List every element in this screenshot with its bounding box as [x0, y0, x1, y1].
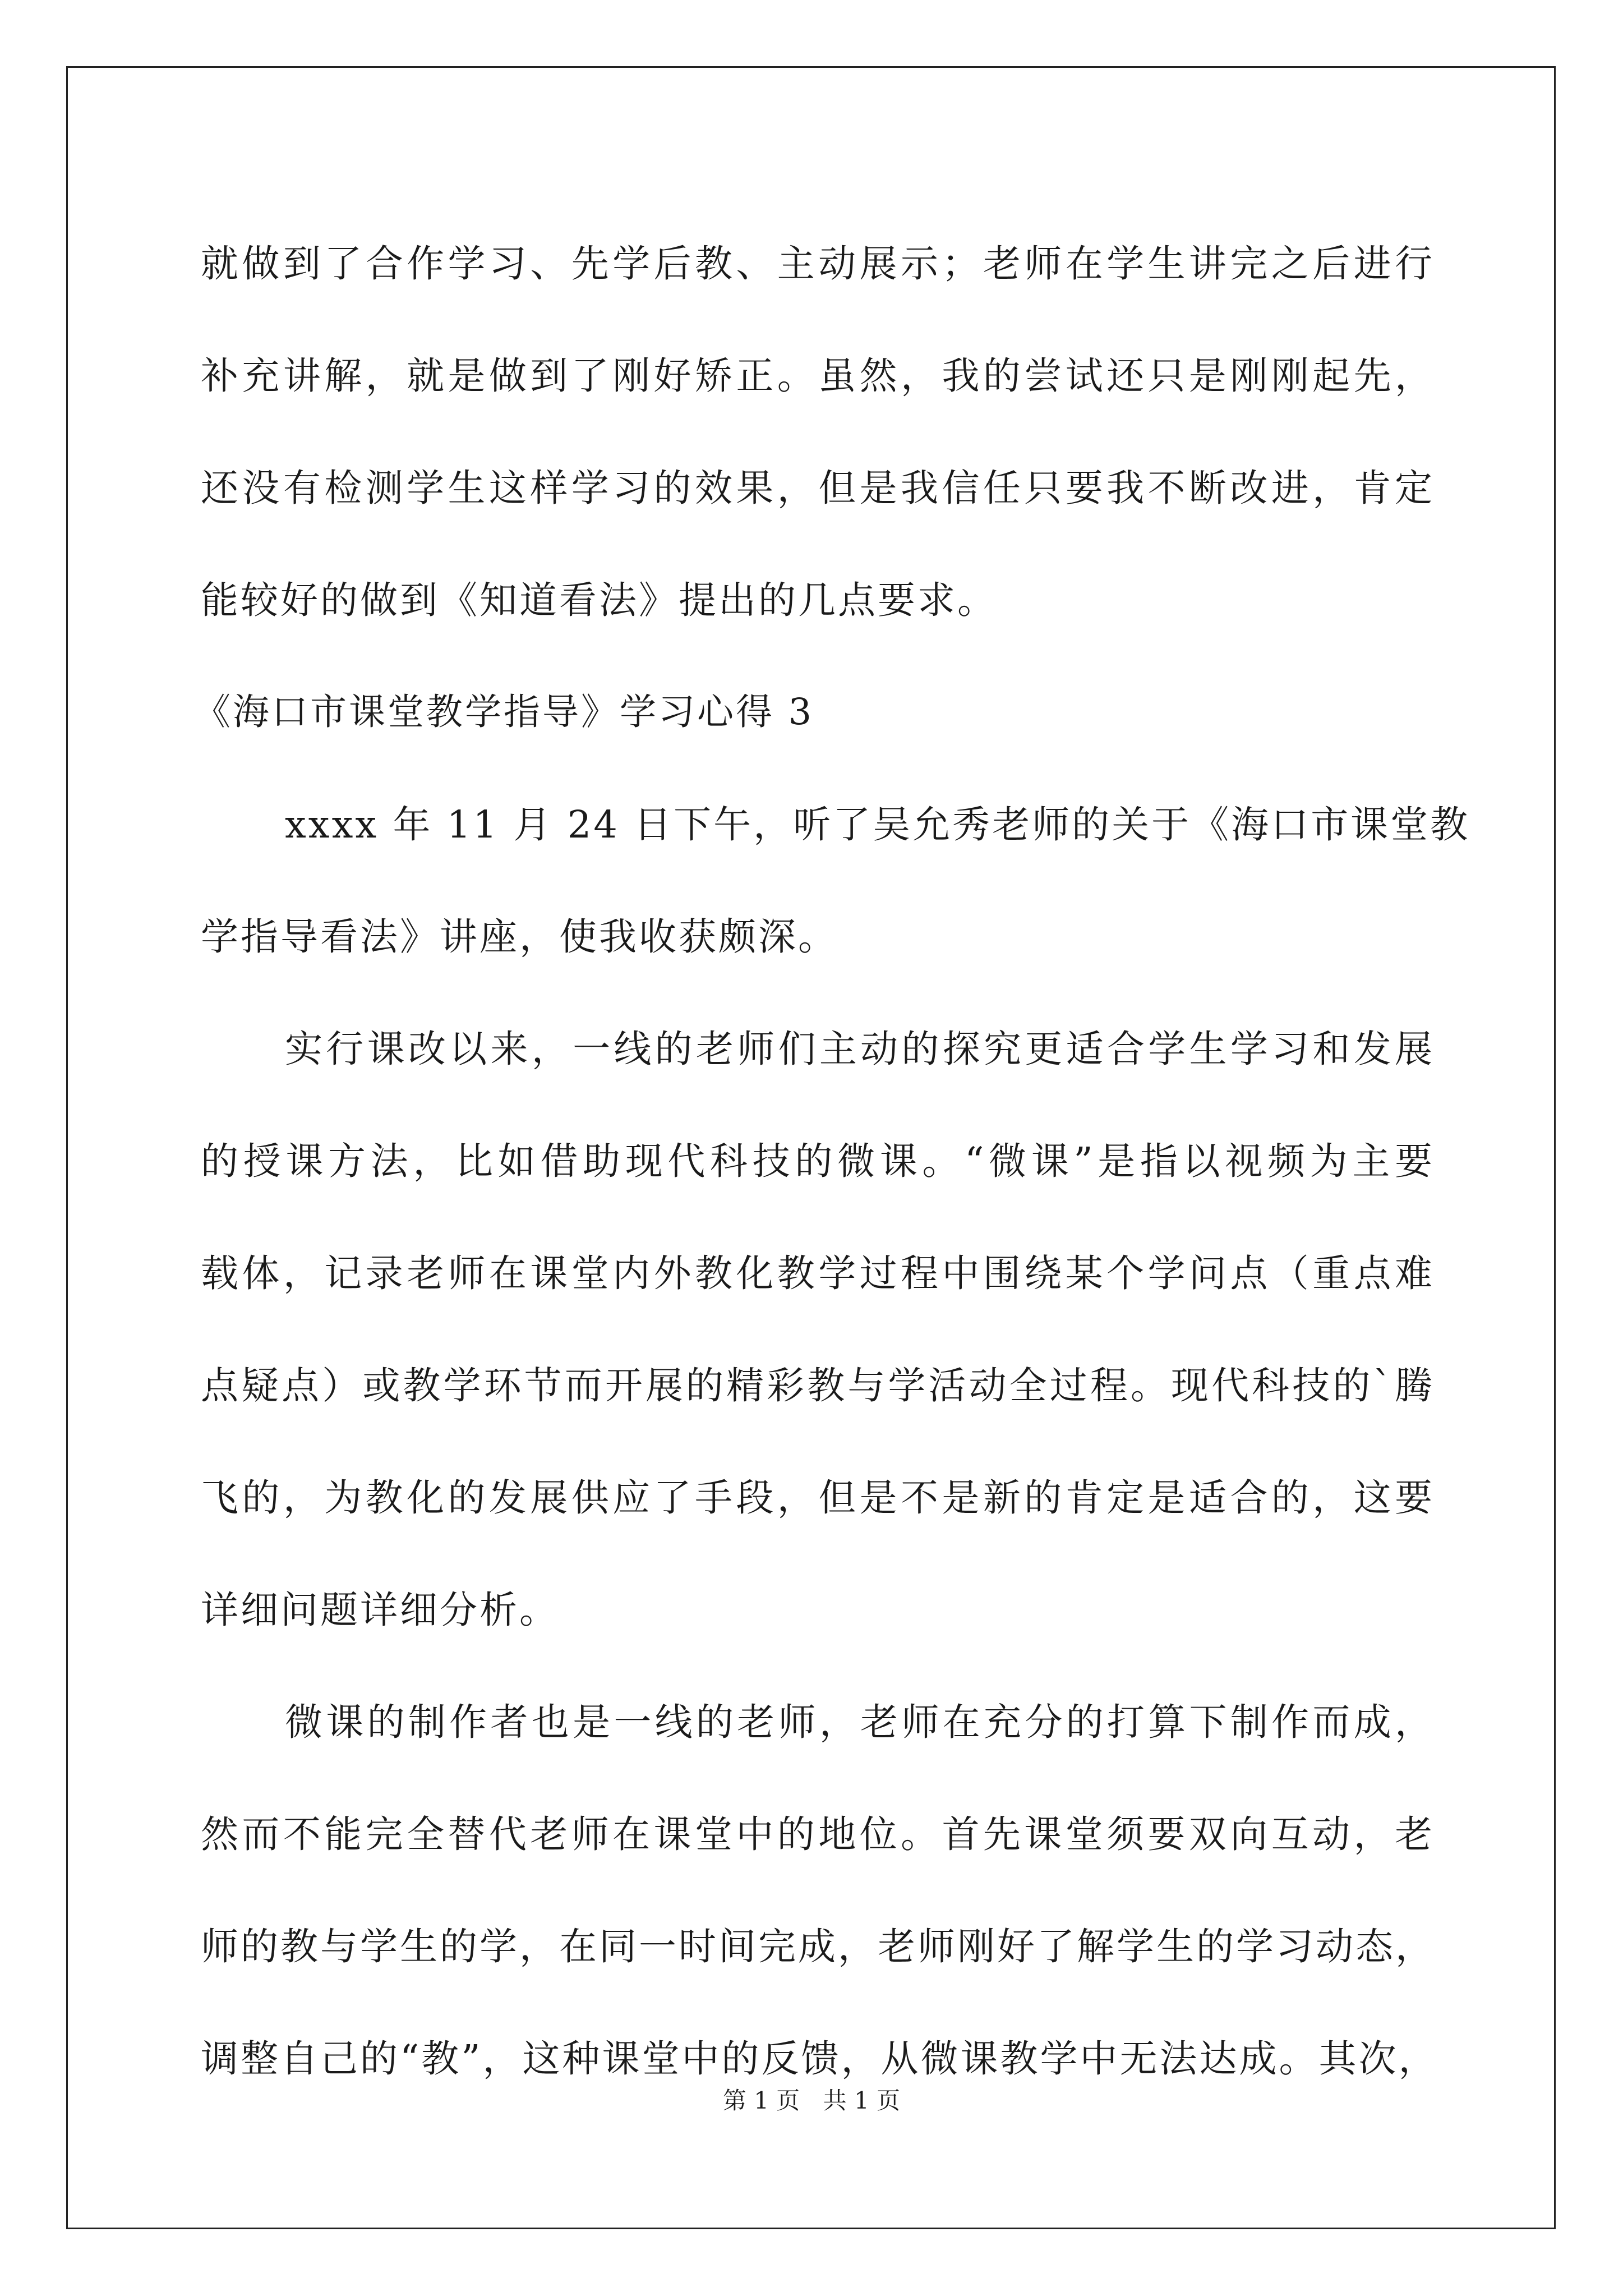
text-line: 调整自己的“教”，这种课堂中的反馈，从微课教学中无法达成。其次，	[201, 2037, 1438, 2081]
page-total: 共 1 页	[823, 2087, 901, 2114]
text-line: 实行课改以来，一线的老师们主动的探究更适合学生学习和发展	[285, 1027, 1435, 1071]
text-line: 还没有检测学生这样学习的效果，但是我信任只要我不断改进，肯定	[201, 466, 1435, 510]
text-line: 师的教与学生的学，在同一时间完成，老师刚好了解学生的学习动态，	[201, 1925, 1435, 1968]
page-footer	[0, 2084, 1623, 2118]
text-line: 详细问题详细分析。	[201, 1588, 559, 1632]
document-body	[194, 208, 1470, 2115]
text-line: 点疑点）或教学环节而开展的精彩教与学活动全过程。现代科技的`腾	[201, 1364, 1435, 1407]
text-line: 飞的，为教化的发展供应了手段，但是不是新的肯定是适合的，这要	[201, 1476, 1435, 1520]
text-line: 能较好的做到《知道看法》提出的几点要求。	[201, 578, 997, 622]
text-line: 的授课方法，比如借助现代科技的微课。“微课”是指以视频为主要	[201, 1139, 1435, 1183]
text-line: 就做到了合作学习、先学后教、主动展示；老师在学生讲完之后进行	[201, 242, 1435, 286]
section-heading: 《海口市课堂教学指导》学习心得 3	[194, 691, 814, 733]
text-line: xxxx 年 11 月 24 日下午，听了吴允秀老师的关于《海口市课堂教	[285, 803, 1470, 846]
text-line: 微课的制作者也是一线的老师，老师在充分的打算下制作而成，	[285, 1700, 1435, 1744]
text-line: 补充讲解，就是做到了刚好矫正。虽然，我的尝试还只是刚刚起先，	[201, 354, 1435, 398]
page-number: 第 1 页	[722, 2087, 800, 2114]
text-line: 然而不能完全替代老师在课堂中的地位。首先课堂须要双向互动，老	[201, 1812, 1435, 1856]
text-line: 载体，记录老师在课堂内外教化教学过程中围绕某个学问点（重点难	[201, 1251, 1435, 1295]
text-line: 学指导看法》讲座，使我收获颇深。	[201, 915, 838, 959]
